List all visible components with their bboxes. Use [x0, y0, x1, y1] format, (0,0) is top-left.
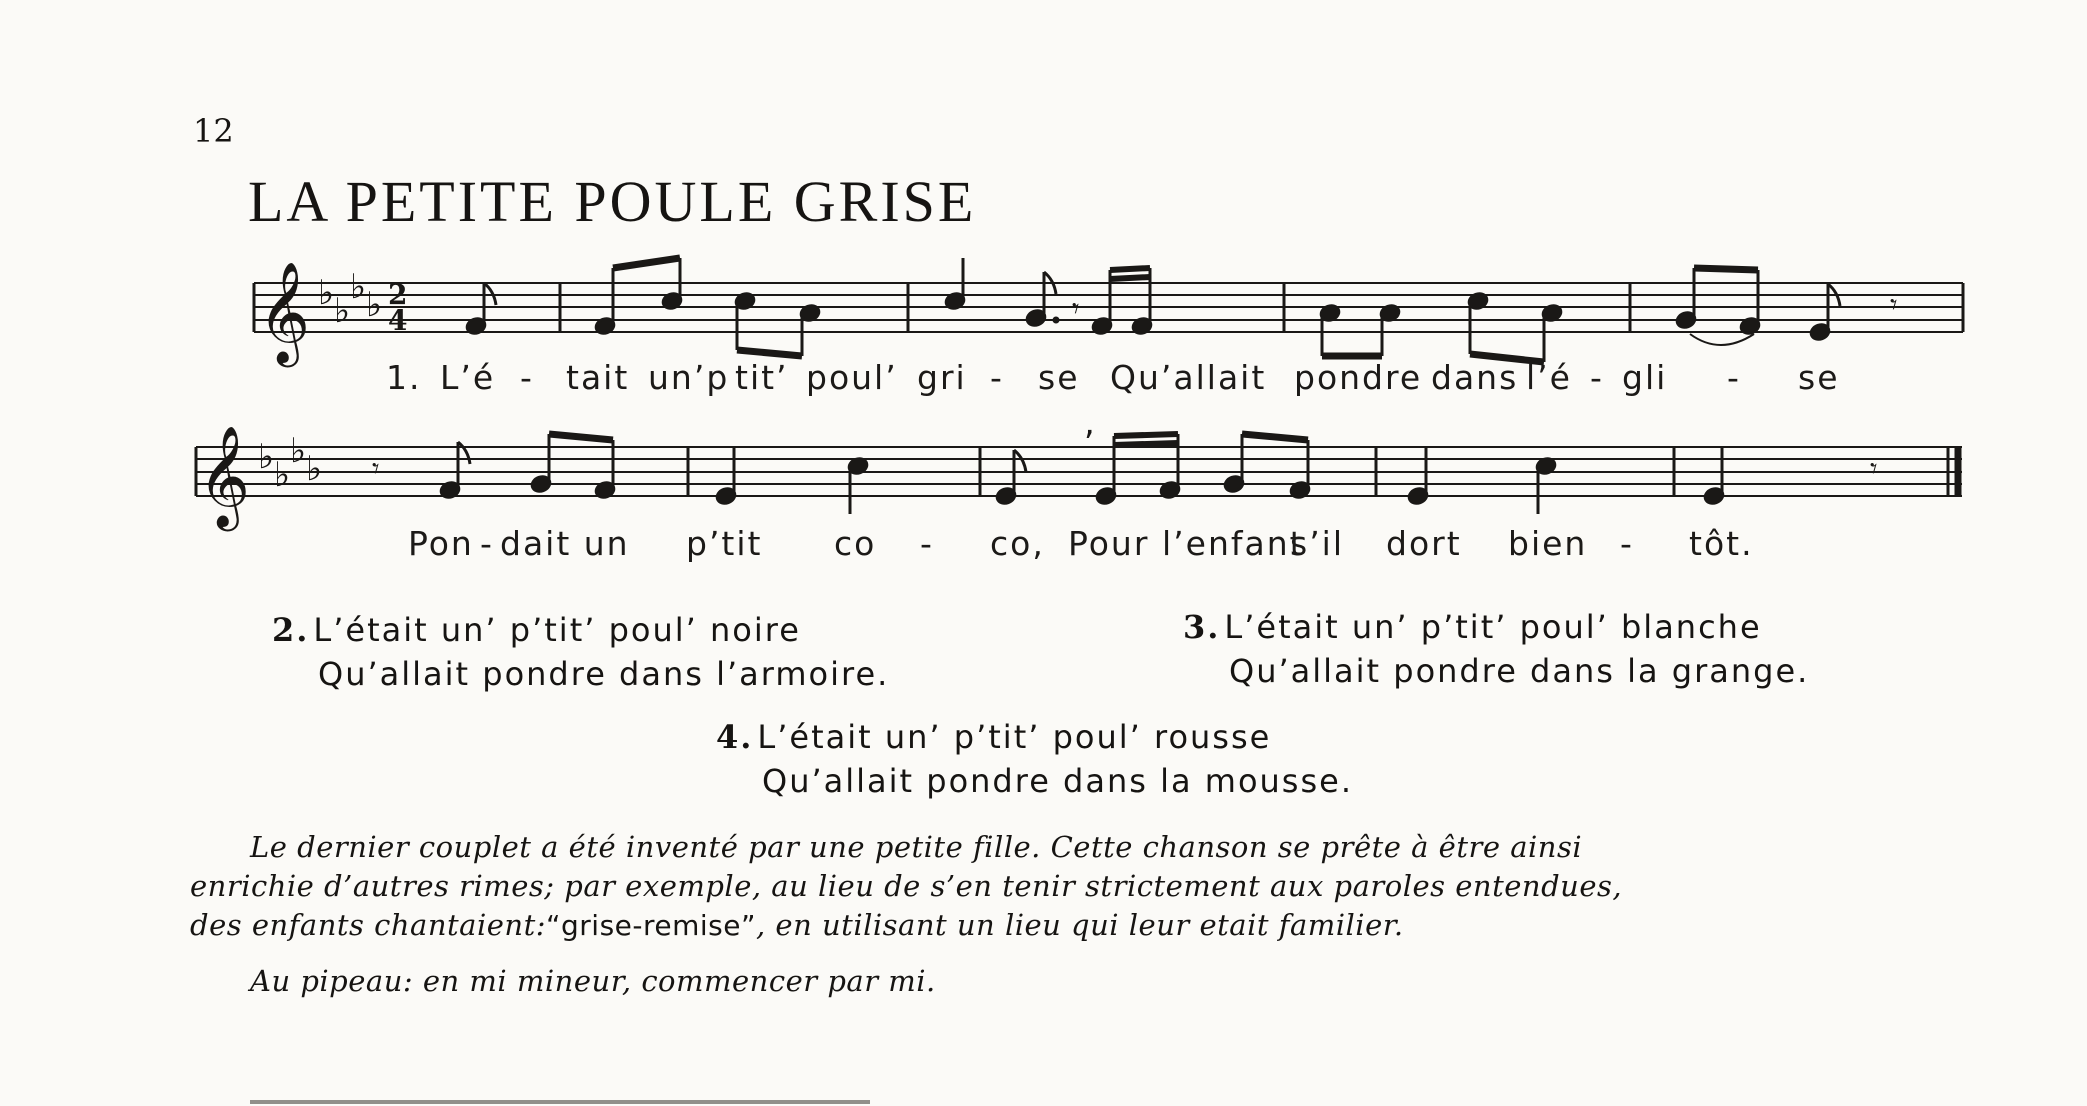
rest-icon: 𝄾: [372, 452, 380, 485]
lyric-syllable: gri: [917, 358, 967, 397]
key-signature-icon: [258, 431, 322, 495]
rest-icon: 𝄾: [1870, 452, 1878, 485]
svg-text:♭: ♭: [366, 285, 383, 325]
lyric-syllable: -: [990, 358, 1004, 397]
svg-text:♭: ♭: [334, 291, 351, 331]
commentary-line: Le dernier couplet a été inventé par une petite fille. Cette chanson se prête à être ainsi: [250, 830, 1583, 864]
lyric-syllable: se: [1798, 358, 1840, 397]
lyric-syllable: tait: [566, 358, 630, 397]
commentary-line: [190, 906, 1404, 945]
verse-number: 2.: [272, 611, 310, 649]
quoted-rhyme: “grise-remise”: [546, 909, 756, 942]
verse-line: L’était un’ p’tit’ poul’ noire: [313, 611, 801, 649]
lyric-syllable: p’tit: [686, 524, 763, 563]
verse-3: [1183, 605, 1809, 693]
lyric-syllable: poul’: [806, 358, 898, 397]
verse-number: 3.: [1183, 608, 1221, 646]
lyric-syllable: Qu’allait: [1110, 358, 1267, 397]
rest-icon: 𝄾: [1890, 288, 1898, 321]
commentary-text: , en utilisant un lieu qui leur etait familier.: [756, 908, 1404, 942]
verse-line: L’était un’ p’tit’ poul’ rousse: [757, 718, 1272, 756]
commentary-line: enrichie d’autres rimes; par exemple, au lieu de s’en tenir strictement aux paroles entendues,: [190, 869, 1623, 903]
lyric-syllable: s’il: [1290, 524, 1345, 563]
lyric-syllable: L’é: [440, 358, 496, 397]
lyric-syllable: Pour: [1068, 524, 1150, 563]
lyric-syllable: -: [1727, 358, 1741, 397]
rest-icon: 𝄾: [1072, 292, 1080, 325]
pipeau-instruction: Au pipeau: en mi mineur, commencer par mi.: [250, 964, 936, 998]
page-number: 12: [193, 112, 234, 150]
breath-mark-icon: ,: [1084, 403, 1095, 443]
svg-text:♭: ♭: [290, 431, 307, 471]
verse-line: Qu’allait pondre dans l’armoire.: [318, 655, 890, 693]
svg-text:♭: ♭: [306, 449, 323, 489]
lyric-syllable: se: [1038, 358, 1080, 397]
lyric-syllable: Pon: [408, 524, 474, 563]
lyric-syllable: -: [1620, 524, 1634, 563]
svg-text:♭: ♭: [274, 455, 291, 495]
time-signature: [388, 278, 407, 337]
verse-line: Qu’allait pondre dans la mousse.: [762, 762, 1353, 800]
commentary-text: des enfants chantaient:: [190, 908, 546, 942]
verse-4: [716, 715, 1353, 803]
lyric-syllable: bien: [1508, 524, 1588, 563]
lyric-syllable: dort: [1386, 524, 1462, 563]
lyric-syllable: -: [1590, 358, 1604, 397]
lyric-syllable: tôt.: [1689, 524, 1754, 563]
key-signature-icon: [318, 267, 382, 331]
treble-clef-icon: 𝄞: [198, 424, 251, 527]
lyric-syllable: dans: [1431, 358, 1519, 397]
lyric-syllable: co,: [990, 524, 1045, 563]
lyric-syllable: 1.: [386, 358, 422, 397]
svg-text:♭: ♭: [318, 273, 335, 313]
svg-text:4: 4: [388, 304, 408, 337]
lyric-syllable: un’p: [648, 358, 730, 397]
lyric-syllable: co: [834, 524, 877, 563]
lyric-syllable: -: [920, 524, 934, 563]
svg-text:♭: ♭: [350, 267, 367, 307]
lyric-syllable: l’é: [1526, 358, 1572, 397]
lyric-syllable: gli: [1622, 358, 1668, 397]
lyric-syllable: l’enfant: [1162, 524, 1305, 563]
verse-2: [272, 608, 889, 696]
verse-line: Qu’allait pondre dans la grange.: [1229, 652, 1810, 690]
verse-number: 4.: [716, 718, 754, 756]
lyric-syllable: -: [480, 524, 494, 563]
lyric-syllable: pondre: [1294, 358, 1423, 397]
svg-text:♭: ♭: [258, 437, 275, 477]
svg-text:2: 2: [388, 278, 408, 311]
song-title: LA PETITE POULE GRISE: [248, 169, 977, 234]
lyric-syllable: tit’: [735, 358, 789, 397]
lyric-syllable: -: [520, 358, 534, 397]
next-title-fragment: [250, 1100, 870, 1104]
verse-line: L’était un’ p’tit’ poul’ blanche: [1224, 608, 1762, 646]
treble-clef-icon: 𝄞: [258, 260, 311, 363]
lyric-syllable: dait un: [500, 524, 630, 563]
